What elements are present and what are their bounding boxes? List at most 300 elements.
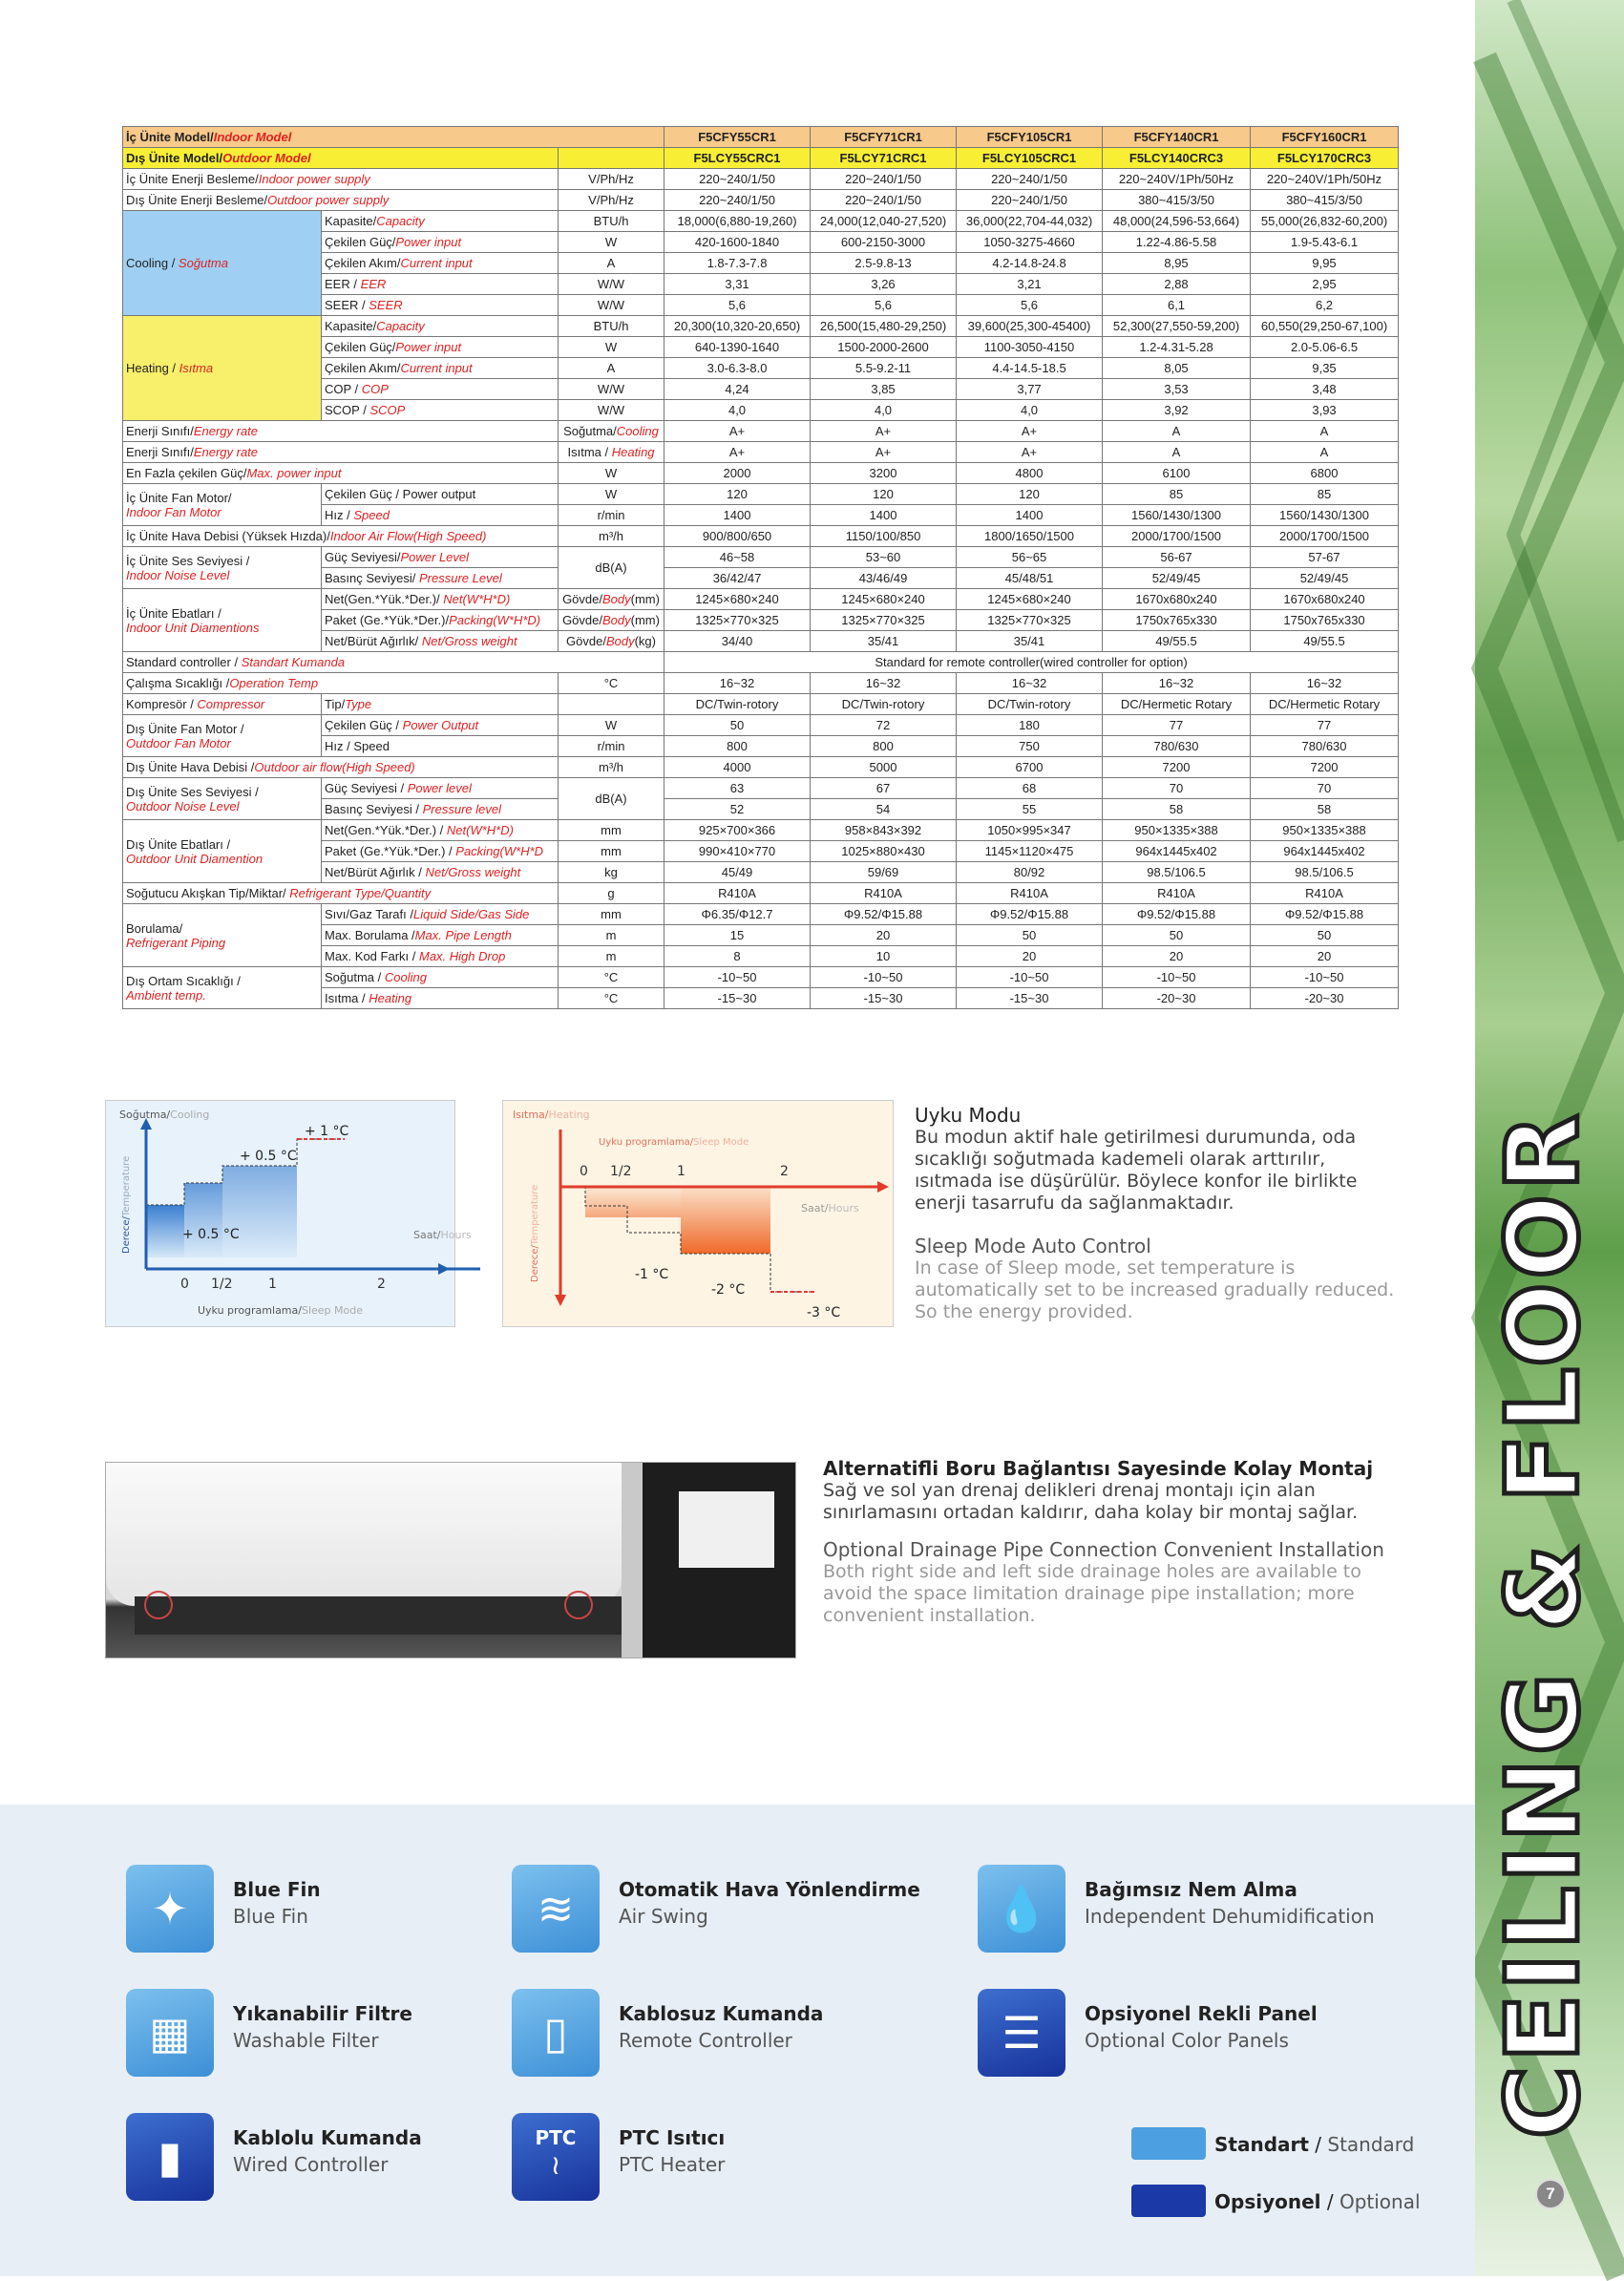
- spec-value: 10: [811, 946, 957, 967]
- feature-subtitle: Remote Controller: [619, 2029, 792, 2052]
- spec-value: 7200: [1251, 757, 1399, 778]
- spec-row: Net/Bürüt Ağırlık/ Net/Gross weight Gövde/Body(kg) 34/40 35/41 35/41 49/55.5 49/55.5: [123, 631, 1399, 652]
- spec-value: F5CFY140CR1: [1103, 127, 1251, 148]
- spec-value: 16~32: [664, 673, 811, 694]
- feature-title: Yıkanabilir Filtre: [233, 2002, 412, 2025]
- legend-standard-swatch: [1131, 2127, 1206, 2160]
- spec-value: 1100-3050-4150: [957, 337, 1103, 358]
- spec-value: 72: [811, 715, 957, 736]
- spec-value: 3,53: [1103, 379, 1251, 400]
- spec-row: Çekilen Güç/Power input W 640-1390-1640 1500-2000-2600 1100-3050-4150 1.2-4.31-5.28 2.0-5.06-6.5: [123, 337, 1399, 358]
- spec-value: 67: [811, 778, 957, 799]
- spec-row: Dış Ünite Enerji Besleme/Outdoor power supply V/Ph/Hz 220~240/1/50 220~240/1/50 220~240/1/50 380~415/3/50 380~415/3/50: [123, 190, 1399, 211]
- heat-step-mid: [585, 1187, 681, 1217]
- spec-value: 34/40: [664, 631, 811, 652]
- air-swing-icon: ≋: [512, 1865, 600, 1953]
- spec-value: -15~30: [664, 988, 811, 1009]
- spec-value: 4000: [664, 757, 811, 778]
- spec-row: İç Ünite Enerji Besleme/Indoor power supply V/Ph/Hz 220~240/1/50 220~240/1/50 220~240/1/50 220~240V/1Ph/50Hz 220~240V/1Ph/50Hz: [123, 169, 1399, 190]
- spec-value: 420-1600-1840: [664, 232, 811, 253]
- sleep-mode-body-en: [915, 1257, 1449, 1323]
- svg-text:2: 2: [377, 1277, 386, 1292]
- spec-value: 20: [1103, 946, 1251, 967]
- spec-value: Φ9.52/Φ15.88: [1103, 904, 1251, 925]
- spec-value: DC/Twin-rotory: [811, 694, 957, 715]
- spec-row: Borulama/ Refrigerant Piping Sıvı/Gaz Tarafı /Liquid Side/Gas Side mm Φ6.35/Φ12.7 Φ9.52/Φ15.88 Φ9.52/Φ15.88 Φ9.52/Φ15.88 Φ9.52/Φ15.88: [123, 904, 1399, 925]
- spec-value: 49/55.5: [1103, 631, 1251, 652]
- spec-value: 20: [811, 925, 957, 946]
- spec-row: Soğutucu Akışkan Tip/Miktar/ Refrigerant Type/Quantity g R410A R410A R410A R410A R410A: [123, 883, 1399, 904]
- spec-value: 990×410×770: [664, 841, 811, 862]
- spec-value: 1145×1120×475: [957, 841, 1103, 862]
- spec-value: 4,0: [957, 400, 1103, 421]
- spec-value: 950×1335×388: [1251, 820, 1399, 841]
- spec-value: 1750x765x330: [1251, 610, 1399, 631]
- legend-standard: Standart / Standard: [1214, 2133, 1415, 2156]
- spec-row: Standard controller / Standart Kumanda Standard for remote controller(wired controller for option): [123, 652, 1399, 673]
- heat-step-label-2: -2 °C: [711, 1282, 746, 1298]
- spec-value: 3.0-6.3-8.0: [664, 358, 811, 379]
- spec-row: SCOP / SCOP W/W 4,0 4,0 4,0 3,92 3,93: [123, 400, 1399, 421]
- spec-value: 3,85: [811, 379, 957, 400]
- spec-value: 640-1390-1640: [664, 337, 811, 358]
- spec-value: 16~32: [1103, 673, 1251, 694]
- spec-value: 3,31: [664, 274, 811, 295]
- heat-step-label-3: -3 °C: [807, 1305, 841, 1320]
- spec-value: 964x1445x402: [1103, 841, 1251, 862]
- svg-text:1/2: 1/2: [610, 1164, 632, 1179]
- remote-controller-icon: ▯: [512, 1989, 600, 2077]
- spec-value: -15~30: [957, 988, 1103, 1009]
- legend-optional: Opsiyonel / Optional: [1214, 2190, 1421, 2213]
- spec-value: 2,88: [1103, 274, 1251, 295]
- spec-value: 9,95: [1251, 253, 1399, 274]
- spec-value: 1150/100/850: [811, 526, 957, 547]
- spec-value: 52,300(27,550-59,200): [1103, 316, 1251, 337]
- spec-value: 46~58: [664, 547, 811, 568]
- spec-value: 3,77: [957, 379, 1103, 400]
- svg-text:Derece/Temperature: Derece/Temperature: [121, 1155, 132, 1254]
- legend-optional-swatch: [1131, 2185, 1206, 2217]
- spec-row: İç Ünite Model/Indoor Model F5CFY55CR1 F5CFY71CR1 F5CFY105CR1 F5CFY140CR1 F5CFY160CR1: [123, 127, 1399, 148]
- sleep-mode-title-en: Sleep Mode Auto Control: [915, 1235, 1151, 1257]
- spec-value: 4.2-14.8-24.8: [957, 253, 1103, 274]
- spec-value: F5LCY140CRC3: [1103, 148, 1251, 169]
- drainage-title-en: Optional Drainage Pipe Connection Convenient Installation: [823, 1538, 1384, 1561]
- spec-value: F5CFY55CR1: [664, 127, 811, 148]
- spec-value: 5.5-9.2-11: [811, 358, 957, 379]
- spec-value: 20: [957, 946, 1103, 967]
- spec-value: 58: [1251, 799, 1399, 820]
- spec-value: R410A: [1251, 883, 1399, 904]
- spec-value: 1245×680×240: [811, 589, 957, 610]
- heat-step-block: [681, 1187, 770, 1254]
- spec-value: -10~50: [1103, 967, 1251, 988]
- blue-fin-icon: ✦: [126, 1865, 214, 1953]
- spec-value: R410A: [811, 883, 957, 904]
- svg-text:1: 1: [677, 1164, 685, 1179]
- feature-title: PTC Isıtıcı: [619, 2126, 726, 2149]
- spec-value: A+: [957, 442, 1103, 463]
- spec-value: 6100: [1103, 463, 1251, 484]
- spec-value: 120: [664, 484, 811, 505]
- spec-row: En Fazla çekilen Güç/Max. power input W 2000 3200 4800 6100 6800: [123, 463, 1399, 484]
- spec-value: 49/55.5: [1251, 631, 1399, 652]
- spec-row: Isıtma / Heating °C -15~30 -15~30 -15~30 -20~30 -20~30: [123, 988, 1399, 1009]
- spec-value: 18,000(6,880-19,260): [664, 211, 811, 232]
- spec-value: A: [1103, 442, 1251, 463]
- spec-value: 964x1445x402: [1251, 841, 1399, 862]
- spec-value: 52/49/45: [1251, 568, 1399, 589]
- spec-value: 68: [957, 778, 1103, 799]
- svg-text:Soğutma/Cooling: Soğutma/Cooling: [119, 1109, 210, 1121]
- spec-value: -10~50: [957, 967, 1103, 988]
- spec-value: 8,05: [1103, 358, 1251, 379]
- spec-value: 1.9-5.43-6.1: [1251, 232, 1399, 253]
- feature-title: Otomatik Hava Yönlendirme: [619, 1878, 920, 1901]
- spec-value: 5,6: [664, 295, 811, 316]
- spec-value: 36/42/47: [664, 568, 811, 589]
- spec-row: COP / COP W/W 4,24 3,85 3,77 3,53 3,48: [123, 379, 1399, 400]
- spec-value: 1560/1430/1300: [1103, 505, 1251, 526]
- spec-row: Basınç Seviyesi / Pressure level 52 54 55 58 58: [123, 799, 1399, 820]
- svg-text:2: 2: [780, 1164, 789, 1179]
- spec-value: 2000/1700/1500: [1251, 526, 1399, 547]
- spec-value: 220~240/1/50: [811, 190, 957, 211]
- spec-value: 2000/1700/1500: [1103, 526, 1251, 547]
- spec-value: 39,600(25,300-45400): [957, 316, 1103, 337]
- text-line: sıcaklığı soğutmada kademeli olarak arttırılır,: [915, 1149, 1326, 1170]
- spec-value: A+: [957, 421, 1103, 442]
- spec-value: A: [1251, 421, 1399, 442]
- heat-step-label-1: -1 °C: [635, 1267, 669, 1282]
- spec-value: A: [1251, 442, 1399, 463]
- spec-value: A: [1103, 421, 1251, 442]
- spec-value: 3200: [811, 463, 957, 484]
- spec-value: 55: [957, 799, 1103, 820]
- text-line: Sağ ve sol yan drenaj delikleri drenaj montajı için alan: [823, 1480, 1316, 1501]
- sleep-heating-chart: [503, 1101, 893, 1326]
- spec-value: -20~30: [1103, 988, 1251, 1009]
- spec-value: 9,35: [1251, 358, 1399, 379]
- spec-value: 1245×680×240: [664, 589, 811, 610]
- drainage-photo: [105, 1462, 796, 1658]
- spec-value: F5CFY160CR1: [1251, 127, 1399, 148]
- spec-value: F5LCY105CRC1: [957, 148, 1103, 169]
- spec-value: DC/Twin-rotory: [664, 694, 811, 715]
- spec-value: 20,300(10,320-20,650): [664, 316, 811, 337]
- spec-value: 70: [1103, 778, 1251, 799]
- spec-value: F5LCY170CRC3: [1251, 148, 1399, 169]
- text-line: automatically set to be increased gradually reduced.: [915, 1279, 1395, 1300]
- spec-value: 70: [1251, 778, 1399, 799]
- svg-text:0: 0: [580, 1164, 588, 1179]
- spec-value: 63: [664, 778, 811, 799]
- feature-title: Blue Fin: [233, 1878, 321, 1901]
- spec-value: DC/Twin-rotory: [957, 694, 1103, 715]
- spec-value: 900/800/650: [664, 526, 811, 547]
- spec-value: F5LCY55CRC1: [664, 148, 811, 169]
- spec-row: Çalışma Sıcaklığı /Operation Temp °C 16~32 16~32 16~32 16~32 16~32: [123, 673, 1399, 694]
- spec-value: Φ9.52/Φ15.88: [1251, 904, 1399, 925]
- spec-value: 50: [1103, 925, 1251, 946]
- spec-value: 59/69: [811, 862, 957, 883]
- spec-value: 4,0: [664, 400, 811, 421]
- spec-value: 600-2150-3000: [811, 232, 957, 253]
- spec-value: 5,6: [957, 295, 1103, 316]
- sleep-heating-graph: [502, 1100, 894, 1327]
- spec-value: 180: [957, 715, 1103, 736]
- spec-value: -20~30: [1251, 988, 1399, 1009]
- spec-value: 750: [957, 736, 1103, 757]
- spec-value: 120: [957, 484, 1103, 505]
- spec-value: 77: [1251, 715, 1399, 736]
- spec-value: 958×843×392: [811, 820, 957, 841]
- feature-title: Bağımsız Nem Alma: [1085, 1878, 1297, 1901]
- spec-value: A+: [811, 442, 957, 463]
- sleep-mode-title: Uyku Modu: [915, 1104, 1022, 1127]
- svg-text:1: 1: [268, 1277, 277, 1292]
- spec-value: 1325×770×325: [957, 610, 1103, 631]
- feature-subtitle: Blue Fin: [233, 1905, 308, 1928]
- spec-row: İç Ünite Fan Motor/ Indoor Fan Motor Çekilen Güç / Power output W 120 120 120 85 85: [123, 484, 1399, 505]
- spec-row: Kompresör / Compressor Tip/Type DC/Twin-rotory DC/Twin-rotory DC/Twin-rotory DC/Hermetic Rotary DC/Hermetic Rotary: [123, 694, 1399, 715]
- spec-value: 8: [664, 946, 811, 967]
- spec-value: F5CFY71CR1: [811, 127, 957, 148]
- svg-text:Uyku programlama/Sleep Mode: Uyku programlama/Sleep Mode: [198, 1304, 364, 1317]
- spec-row: Enerji Sınıfı/Energy rate Soğutma/Cooling A+ A+ A+ A A: [123, 421, 1399, 442]
- feature-subtitle: Independent Dehumidification: [1085, 1905, 1375, 1928]
- text-line: Both right side and left side drainage holes are available to: [823, 1561, 1361, 1582]
- spec-row: Hız / Speed r/min 800 800 750 780/630 780/630: [123, 736, 1399, 757]
- spec-value: 3,48: [1251, 379, 1399, 400]
- cool-step-label-2: + 0.5 °C: [240, 1149, 297, 1164]
- spec-value: 45/49: [664, 862, 811, 883]
- spec-value: 925×700×366: [664, 820, 811, 841]
- spec-value: 4,24: [664, 379, 811, 400]
- spec-value: 53~60: [811, 547, 957, 568]
- spec-value: 1050-3275-4660: [957, 232, 1103, 253]
- spec-value: 1750x765x330: [1103, 610, 1251, 631]
- spec-value: 4.4-14.5-18.5: [957, 358, 1103, 379]
- spec-value: 56~65: [957, 547, 1103, 568]
- text-line: enerji tasarrufu da sağlanmaktadır.: [915, 1193, 1234, 1214]
- spec-value: 60,550(29,250-67,100): [1251, 316, 1399, 337]
- spec-value: 220~240/1/50: [957, 169, 1103, 190]
- spec-value: 20: [1251, 946, 1399, 967]
- spec-row: Max. Borulama /Max. Pipe Length m 15 20 50 50 50: [123, 925, 1399, 946]
- sleep-mode-body-tr: [915, 1127, 1449, 1214]
- spec-value: 6,1: [1103, 295, 1251, 316]
- spec-value: 1.22-4.86-5.58: [1103, 232, 1251, 253]
- spec-row: Paket (Ge.*Yük.*Der.) / Packing(W*H*D mm 990×410×770 1025×880×430 1145×1120×475 964x1445x402 964x1445x402: [123, 841, 1399, 862]
- spec-value: DC/Hermetic Rotary: [1251, 694, 1399, 715]
- feature-title: Kablolu Kumanda: [233, 2126, 422, 2149]
- spec-row: Hız / Speed r/min 1400 1400 1400 1560/1430/1300 1560/1430/1300: [123, 505, 1399, 526]
- spec-value: 26,500(15,480-29,250): [811, 316, 957, 337]
- spec-value: 16~32: [957, 673, 1103, 694]
- spec-value: 45/48/51: [957, 568, 1103, 589]
- spec-value: 98.5/106.5: [1251, 862, 1399, 883]
- spec-value: 5,6: [811, 295, 957, 316]
- spec-value: 1050×995×347: [957, 820, 1103, 841]
- spec-value: 16~32: [1251, 673, 1399, 694]
- spec-row: Dış Ünite Ebatları / Outdoor Unit Diamention Net(Gen.*Yük.*Der.) / Net(W*H*D) mm 925×700×366 958×843×392 1050×995×347 950×1335×388 950×1335×388: [123, 820, 1399, 841]
- side-title-amp: &: [1485, 1502, 1601, 1632]
- specification-table: [122, 126, 1399, 1009]
- drainage-body-tr: [823, 1480, 1472, 1524]
- text-line: In case of Sleep mode, set temperature is: [915, 1257, 1296, 1278]
- spec-value: -10~50: [664, 967, 811, 988]
- spec-value: A+: [811, 421, 957, 442]
- spec-value: 15: [664, 925, 811, 946]
- spec-row: Basınç Seviyesi/ Pressure Level 36/42/47 43/46/49 45/48/51 52/49/45 52/49/45: [123, 568, 1399, 589]
- spec-value: 120: [811, 484, 957, 505]
- sleep-cooling-chart: [106, 1101, 472, 1326]
- spec-value: 1670x680x240: [1103, 589, 1251, 610]
- spec-row: Çekilen Akım/Current input A 1.8-7.3-7.8 2.5-9.8-13 4.2-14.8-24.8 8,95 9,95: [123, 253, 1399, 274]
- spec-row: Dış Ortam Sıcaklığı / Ambient temp. Soğutma / Cooling °C -10~50 -10~50 -10~50 -10~50 -10~50: [123, 967, 1399, 988]
- spec-row: Çekilen Akım/Current input A 3.0-6.3-8.0 5.5-9.2-11 4.4-14.5-18.5 8,05 9,35: [123, 358, 1399, 379]
- cool-step-label-1: + 0.5 °C: [182, 1227, 240, 1242]
- spec-value: 1325×770×325: [811, 610, 957, 631]
- spec-value: 98.5/106.5: [1103, 862, 1251, 883]
- spec-value: 2.5-9.8-13: [811, 253, 957, 274]
- spec-value: 4,0: [811, 400, 957, 421]
- spec-value: 85: [1251, 484, 1399, 505]
- spec-value: -10~50: [811, 967, 957, 988]
- spec-value: -10~50: [1251, 967, 1399, 988]
- page-number: 7: [1535, 2179, 1566, 2209]
- drainage-title: Alternatifli Boru Bağlantısı Sayesinde Kolay Montaj: [823, 1457, 1374, 1480]
- dehumidification-icon: 💧: [978, 1865, 1065, 1953]
- spec-value: 3,26: [811, 274, 957, 295]
- text-line: avoid the space limitation drainage pipe installation; more: [823, 1583, 1355, 1604]
- spec-value: 36,000(22,704-44,032): [957, 211, 1103, 232]
- spec-row: Dış Ünite Hava Debisi /Outdoor air flow(High Speed) m³/h 4000 5000 6700 7200 7200: [123, 757, 1399, 778]
- spec-row: Enerji Sınıfı/Energy rate Isıtma / Heating A+ A+ A+ A A: [123, 442, 1399, 463]
- side-title-ceiling: CEILING: [1485, 1631, 1601, 2139]
- svg-text:Uyku programlama/Sleep Mode: Uyku programlama/Sleep Mode: [599, 1137, 749, 1148]
- svg-text:Saat/Hours: Saat/Hours: [801, 1202, 859, 1214]
- feature-title: Opsiyonel Rekli Panel: [1085, 2002, 1318, 2025]
- spec-value: R410A: [1103, 883, 1251, 904]
- spec-row: Dış Ünite Fan Motor / Outdoor Fan Motor Çekilen Güç / Power Output W 50 72 180 77 77: [123, 715, 1399, 736]
- cool-step-label-3: + 1 °C: [305, 1124, 349, 1139]
- spec-value: 800: [811, 736, 957, 757]
- spec-value: 2.0-5.06-6.5: [1251, 337, 1399, 358]
- spec-value: 220~240/1/50: [664, 169, 811, 190]
- spec-value: 1400: [811, 505, 957, 526]
- spec-row: İç Ünite Hava Debisi (Yüksek Hızda)/Indoor Air Flow(High Speed) m³/h 900/800/650 1150/100/850 1800/1650/1500 2000/1700/1500 2000/1700/1500: [123, 526, 1399, 547]
- wired-controller-icon: ▮: [126, 2113, 214, 2201]
- feature-subtitle: Wired Controller: [233, 2153, 389, 2176]
- svg-text:Saat/Hours: Saat/Hours: [413, 1229, 472, 1241]
- spec-value: A+: [664, 442, 811, 463]
- text-line: convenient installation.: [823, 1605, 1036, 1626]
- spec-value: 220~240/1/50: [664, 190, 811, 211]
- spec-value: 4800: [957, 463, 1103, 484]
- cool-step-3: [222, 1166, 297, 1257]
- svg-text:0: 0: [180, 1277, 189, 1292]
- spec-row: Çekilen Güç/Power input W 420-1600-1840 600-2150-3000 1050-3275-4660 1.22-4.86-5.58 1.9-5.43-6.1: [123, 232, 1399, 253]
- spec-row: Max. Kod Farkı / Max. High Drop m 8 10 20 20 20: [123, 946, 1399, 967]
- spec-value: 48,000(24,596-53,664): [1103, 211, 1251, 232]
- svg-text:Isıtma/Heating: Isıtma/Heating: [513, 1109, 590, 1121]
- spec-row: Dış Ünite Ses Seviyesi / Outdoor Noise Level Güç Seviyesi / Power level dB(A) 63 67 68 70 70: [123, 778, 1399, 799]
- spec-value: 52/49/45: [1103, 568, 1251, 589]
- spec-value: 77: [1103, 715, 1251, 736]
- spec-value: 380~415/3/50: [1103, 190, 1251, 211]
- spec-value: 50: [1251, 925, 1399, 946]
- feature-subtitle: PTC Heater: [619, 2153, 726, 2176]
- spec-value: Φ9.52/Φ15.88: [811, 904, 957, 925]
- spec-value: 24,000(12,040-27,520): [811, 211, 957, 232]
- cool-step-2: [184, 1183, 222, 1257]
- drainage-body-en: [823, 1561, 1472, 1627]
- sleep-mode-text: [915, 1104, 1449, 1323]
- spec-value: 1670x680x240: [1251, 589, 1399, 610]
- feature-subtitle: Washable Filter: [233, 2029, 379, 2052]
- spec-value: 800: [664, 736, 811, 757]
- spec-value: 780/630: [1251, 736, 1399, 757]
- spec-value: 780/630: [1103, 736, 1251, 757]
- spec-value: 3,21: [957, 274, 1103, 295]
- spec-value: 2000: [664, 463, 811, 484]
- spec-value: A+: [664, 421, 811, 442]
- text-line: Bu modun aktif hale getirilmesi durumunda, oda: [915, 1127, 1357, 1148]
- spec-value: R410A: [664, 883, 811, 904]
- spec-value: 1.8-7.3-7.8: [664, 253, 811, 274]
- spec-value: 6700: [957, 757, 1103, 778]
- spec-row: EER / EER W/W 3,31 3,26 3,21 2,88 2,95: [123, 274, 1399, 295]
- spec-value: Φ6.35/Φ12.7: [664, 904, 811, 925]
- spec-value: 1325×770×325: [664, 610, 811, 631]
- svg-text:Derece/Temperature: Derece/Temperature: [530, 1184, 540, 1282]
- spec-value: 80/92: [957, 862, 1103, 883]
- spec-value: 5000: [811, 757, 957, 778]
- spec-row: SEER / SEER W/W 5,6 5,6 5,6 6,1 6,2: [123, 295, 1399, 316]
- sleep-cooling-graph: [105, 1100, 472, 1327]
- spec-row: Paket (Ge.*Yük.*Der.)/Packing(W*H*D) Gövde/Body(mm) 1325×770×325 1325×770×325 1325×770×325 1750x765x330 1750x765x330: [123, 610, 1399, 631]
- spec-value: 7200: [1103, 757, 1251, 778]
- text-line: So the energy provided.: [915, 1301, 1133, 1322]
- spec-value: 1500-2000-2600: [811, 337, 957, 358]
- spec-value: 1400: [957, 505, 1103, 526]
- feature-subtitle: Optional Color Panels: [1085, 2029, 1289, 2052]
- spec-value: 54: [811, 799, 957, 820]
- spec-row: İç Ünite Ebatları / Indoor Unit Diamentions Net(Gen.*Yük.*Der.)/ Net(W*H*D) Gövde/Body(mm) 1245×680×240 1245×680×240 1245×680×240 1670x680x240 1670x680x240: [123, 589, 1399, 610]
- spec-value: 3,93: [1251, 400, 1399, 421]
- spec-value: 50: [957, 925, 1103, 946]
- spec-value: 2,95: [1251, 274, 1399, 295]
- spec-value: 1800/1650/1500: [957, 526, 1103, 547]
- spec-row: Net/Bürüt Ağırlık / Net/Gross weight kg 45/49 59/69 80/92 98.5/106.5 98.5/106.5: [123, 862, 1399, 883]
- spec-value: 6800: [1251, 463, 1399, 484]
- spec-value: 1.2-4.31-5.28: [1103, 337, 1251, 358]
- spec-value: R410A: [957, 883, 1103, 904]
- spec-value: 56-67: [1103, 547, 1251, 568]
- spec-value: 950×1335×388: [1103, 820, 1251, 841]
- spec-row: Heating / Isıtma Kapasite/Capacity BTU/h 20,300(10,320-20,650) 26,500(15,480-29,250) 39,600(25,300-45400) 52,300(27,550-59,200) 60,550(29,250-67,100): [123, 316, 1399, 337]
- spec-value: 220~240/1/50: [811, 169, 957, 190]
- text-line: sınırlamasını ortadan kaldırır, daha kolay bir montaj sağlar.: [823, 1502, 1359, 1523]
- spec-value: 52: [664, 799, 811, 820]
- spec-value: 1245×680×240: [957, 589, 1103, 610]
- side-title-floor: FLOOR: [1485, 1109, 1601, 1503]
- spec-value: 16~32: [811, 673, 957, 694]
- spec-value: 220~240V/1Ph/50Hz: [1251, 169, 1399, 190]
